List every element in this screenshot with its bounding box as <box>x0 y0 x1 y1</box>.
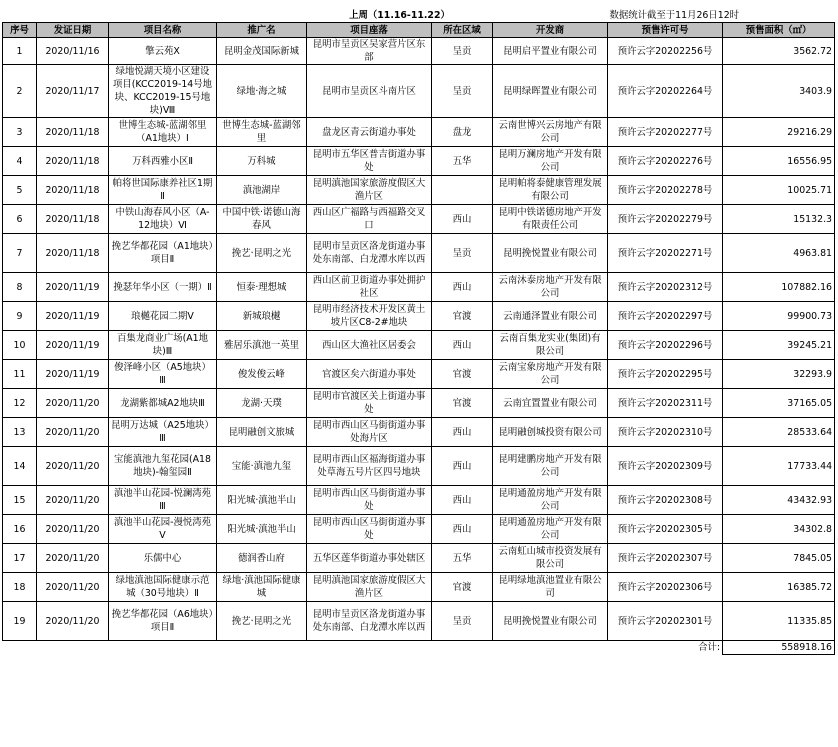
cell-no: 10 <box>3 331 37 360</box>
cell-area: 10025.71 <box>723 176 835 205</box>
cell-area: 28533.64 <box>723 418 835 447</box>
col-header-area: 预售面积（㎡） <box>723 23 835 38</box>
cell-date: 2020/11/19 <box>37 331 109 360</box>
cell-developer: 昆明万澜房地产开发有限公司 <box>493 147 608 176</box>
cell-date: 2020/11/18 <box>37 234 109 273</box>
cell-project: 滇池半山花园-漫悦湾苑Ⅴ <box>109 515 217 544</box>
cell-permit: 预许云字20202301号 <box>608 602 723 641</box>
cell-permit: 预许云字20202306号 <box>608 573 723 602</box>
table-row <box>3 234 835 273</box>
cell-date: 2020/11/18 <box>37 147 109 176</box>
cell-promo: 万科城 <box>217 147 307 176</box>
cell-project: 俊泽峰小区（A5地块）Ⅲ <box>109 360 217 389</box>
cell-date: 2020/11/20 <box>37 515 109 544</box>
cell-permit: 预许云字20202307号 <box>608 544 723 573</box>
col-header-promo: 推广名 <box>217 23 307 38</box>
table-row <box>3 573 835 602</box>
cell-no: 6 <box>3 205 37 234</box>
cell-developer: 云南沐泰房地产开发有限公司 <box>493 273 608 302</box>
cell-area: 32293.9 <box>723 360 835 389</box>
cell-district: 西山 <box>432 486 493 515</box>
cell-date: 2020/11/17 <box>37 65 109 118</box>
col-header-no: 序号 <box>3 23 37 38</box>
cell-date: 2020/11/20 <box>37 486 109 515</box>
cell-promo: 新城琅樾 <box>217 302 307 331</box>
cell-location: 昆明市呈贡区洛龙街道办事处东南部、白龙潭水库以西 <box>307 602 432 641</box>
cell-permit: 预许云字20202277号 <box>608 118 723 147</box>
cell-no: 16 <box>3 515 37 544</box>
cell-district <box>432 176 493 205</box>
cell-no: 15 <box>3 486 37 515</box>
cell-project: 中铁山海春风小区（A-12地块）Ⅵ <box>109 205 217 234</box>
cell-promo: 龙湖·天璞 <box>217 389 307 418</box>
cell-project: 宝能滇池九玺花园(A18地块)-翰玺园Ⅱ <box>109 447 217 486</box>
cell-developer: 云南宜置置业有限公司 <box>493 389 608 418</box>
table-row <box>3 515 835 544</box>
cell-permit: 预许云字20202305号 <box>608 515 723 544</box>
col-header-developer: 开发商 <box>493 23 608 38</box>
cell-promo: 滇池湖岸 <box>217 176 307 205</box>
cell-no: 2 <box>3 65 37 118</box>
cell-developer: 昆明建鹏房地产开发有限公司 <box>493 447 608 486</box>
cell-district: 西山 <box>432 515 493 544</box>
cell-area: 3562.72 <box>723 38 835 65</box>
cell-date: 2020/11/20 <box>37 418 109 447</box>
cell-area: 3403.9 <box>723 65 835 118</box>
cell-promo: 中国中铁·诺德山海春风 <box>217 205 307 234</box>
col-header-project: 项目名称 <box>109 23 217 38</box>
table-row <box>3 65 835 118</box>
cell-permit: 预许云字20202295号 <box>608 360 723 389</box>
cell-district: 呈贡 <box>432 65 493 118</box>
cell-no: 17 <box>3 544 37 573</box>
cell-district: 西山 <box>432 447 493 486</box>
cell-promo: 昆明融创文旅城 <box>217 418 307 447</box>
cell-location: 昆明市官渡区关上街道办事处 <box>307 389 432 418</box>
cell-project: 挽艺华都花园（A6地块）项目Ⅱ <box>109 602 217 641</box>
cell-area: 7845.05 <box>723 544 835 573</box>
cell-developer: 云南虹山城市投资发展有限公司 <box>493 544 608 573</box>
cell-permit: 预许云字20202296号 <box>608 331 723 360</box>
cell-developer: 云南宝象房地产开发有限公司 <box>493 360 608 389</box>
cell-district: 呈贡 <box>432 38 493 65</box>
cell-location: 昆明市西山区马街街道办事处 <box>307 515 432 544</box>
cell-permit: 预许云字20202264号 <box>608 65 723 118</box>
cell-project: 百集龙商业广场(A1地块)Ⅲ <box>109 331 217 360</box>
col-header-district: 所在区域 <box>432 23 493 38</box>
cell-district: 官渡 <box>432 302 493 331</box>
cell-area: 99900.73 <box>723 302 835 331</box>
cell-project: 昆明万达城（A25地块）Ⅲ <box>109 418 217 447</box>
cell-area: 16385.72 <box>723 573 835 602</box>
cell-developer: 昆明帕将泰健康管理发展有限公司 <box>493 176 608 205</box>
cell-developer: 昆明中铁诺德房地产开发有限责任公司 <box>493 205 608 234</box>
cell-area: 43432.93 <box>723 486 835 515</box>
cell-date: 2020/11/20 <box>37 389 109 418</box>
table-row <box>3 447 835 486</box>
cell-location: 昆明市经济技术开发区黄土坡片区C8-2#地块 <box>307 302 432 331</box>
cell-promo: 恒泰·理想城 <box>217 273 307 302</box>
cell-district: 西山 <box>432 273 493 302</box>
cell-developer: 昆明绿晖置业有限公司 <box>493 65 608 118</box>
cell-location: 西山区前卫街道办事处拥护社区 <box>307 273 432 302</box>
cell-location: 五华区莲华街道办事处辖区 <box>307 544 432 573</box>
cell-permit: 预许云字20202278号 <box>608 176 723 205</box>
cell-developer: 昆明挽悦置业有限公司 <box>493 234 608 273</box>
cell-project: 擎云苑X <box>109 38 217 65</box>
cell-district: 呈贡 <box>432 602 493 641</box>
cell-developer: 云南百集龙实业(集团)有限公司 <box>493 331 608 360</box>
cell-project: 帕将世国际康养社区1期Ⅱ <box>109 176 217 205</box>
cell-project: 乐儒中心 <box>109 544 217 573</box>
total-value: 558918.16 <box>723 641 835 655</box>
cell-area: 39245.21 <box>723 331 835 360</box>
cell-area: 16556.95 <box>723 147 835 176</box>
table-row <box>3 418 835 447</box>
cell-location: 昆明市西山区马街街道办事处 <box>307 486 432 515</box>
cell-area: 107882.16 <box>723 273 835 302</box>
cell-area: 34302.8 <box>723 515 835 544</box>
cell-project: 龙湖紫都城A2地块Ⅲ <box>109 389 217 418</box>
cell-date: 2020/11/19 <box>37 360 109 389</box>
cell-developer: 昆明绿地滇池置业有限公司 <box>493 573 608 602</box>
cell-promo: 挽艺·昆明之光 <box>217 602 307 641</box>
cell-location: 西山区广福路与西福路交叉口 <box>307 205 432 234</box>
cell-location: 昆明市呈贡区吴家营片区东部 <box>307 38 432 65</box>
cell-area: 37165.05 <box>723 389 835 418</box>
cell-no: 19 <box>3 602 37 641</box>
cell-permit: 预许云字20202311号 <box>608 389 723 418</box>
table-row <box>3 360 835 389</box>
table-row <box>3 544 835 573</box>
cell-area: 17733.44 <box>723 447 835 486</box>
cell-promo: 雅居乐滇池一英里 <box>217 331 307 360</box>
cell-district: 官渡 <box>432 573 493 602</box>
cell-date: 2020/11/20 <box>37 544 109 573</box>
cell-district: 呈贡 <box>432 234 493 273</box>
table-row <box>3 602 835 641</box>
data-note: 数据统计截至于11月26日12时 <box>609 9 740 21</box>
cell-no: 4 <box>3 147 37 176</box>
cell-no: 12 <box>3 389 37 418</box>
cell-project: 绿地滇池国际健康示范城（30号地块）Ⅱ <box>109 573 217 602</box>
cell-district: 五华 <box>432 544 493 573</box>
cell-project: 挽艺华都花园（A1地块）项目Ⅱ <box>109 234 217 273</box>
cell-no: 1 <box>3 38 37 65</box>
cell-permit: 预许云字20202271号 <box>608 234 723 273</box>
total-row <box>3 641 835 655</box>
cell-location: 昆明滇池国家旅游度假区大渔片区 <box>307 176 432 205</box>
cell-area: 15132.3 <box>723 205 835 234</box>
table-row <box>3 176 835 205</box>
table-row <box>3 147 835 176</box>
cell-district: 官渡 <box>432 360 493 389</box>
header-row <box>3 23 835 38</box>
cell-promo: 绿地·海之城 <box>217 65 307 118</box>
presale-table <box>2 8 835 655</box>
cell-project: 琅樾花园二期Ⅴ <box>109 302 217 331</box>
cell-date: 2020/11/18 <box>37 205 109 234</box>
total-label: 合计: <box>698 642 721 654</box>
cell-no: 5 <box>3 176 37 205</box>
col-header-location: 项目座落 <box>307 23 432 38</box>
cell-permit: 预许云字20202310号 <box>608 418 723 447</box>
cell-project: 绿地悦湖天境小区建设项目(KCC2019-14号地块、KCC2019-15号地块)Ⅷ <box>109 65 217 118</box>
cell-developer: 云南世博兴云房地产有限公司 <box>493 118 608 147</box>
cell-no: 18 <box>3 573 37 602</box>
table-row <box>3 273 835 302</box>
table-row <box>3 302 835 331</box>
title-row <box>3 8 835 23</box>
cell-no: 11 <box>3 360 37 389</box>
cell-promo: 阳光城·滇池半山 <box>217 486 307 515</box>
cell-district: 五华 <box>432 147 493 176</box>
cell-date: 2020/11/20 <box>37 573 109 602</box>
cell-area: 11335.85 <box>723 602 835 641</box>
cell-district: 官渡 <box>432 389 493 418</box>
cell-permit: 预许云字20202256号 <box>608 38 723 65</box>
cell-district: 盘龙 <box>432 118 493 147</box>
table-row <box>3 205 835 234</box>
cell-date: 2020/11/18 <box>37 118 109 147</box>
cell-district: 西山 <box>432 331 493 360</box>
report-title: 上周（11.16-11.22） <box>349 9 450 21</box>
cell-location: 昆明市呈贡区洛龙街道办事处东南部、白龙潭水库以西 <box>307 234 432 273</box>
cell-permit: 预许云字20202309号 <box>608 447 723 486</box>
cell-promo: 世博生态城-蓝湖邻里 <box>217 118 307 147</box>
cell-date: 2020/11/20 <box>37 447 109 486</box>
cell-area: 4963.81 <box>723 234 835 273</box>
cell-date: 2020/11/16 <box>37 38 109 65</box>
cell-permit: 预许云字20202297号 <box>608 302 723 331</box>
cell-promo: 阳光城·滇池半山 <box>217 515 307 544</box>
cell-date: 2020/11/19 <box>37 273 109 302</box>
cell-developer: 昆明通盈房地产开发有限公司 <box>493 486 608 515</box>
cell-developer: 昆明通盈房地产开发有限公司 <box>493 515 608 544</box>
cell-promo: 德润香山府 <box>217 544 307 573</box>
cell-promo: 挽艺·昆明之光 <box>217 234 307 273</box>
cell-no: 13 <box>3 418 37 447</box>
cell-no: 8 <box>3 273 37 302</box>
cell-promo: 宝能·滇池九玺 <box>217 447 307 486</box>
col-header-date: 发证日期 <box>37 23 109 38</box>
cell-project: 挽瑟年华小区（一期）Ⅱ <box>109 273 217 302</box>
cell-location: 西山区大渔社区居委会 <box>307 331 432 360</box>
cell-location: 昆明市五华区普吉街道办事处 <box>307 147 432 176</box>
cell-location: 盘龙区青云街道办事处 <box>307 118 432 147</box>
table-row <box>3 38 835 65</box>
cell-location: 昆明市呈贡区斗南片区 <box>307 65 432 118</box>
cell-area: 29216.29 <box>723 118 835 147</box>
cell-project: 滇池半山花园-悦澜湾苑Ⅲ <box>109 486 217 515</box>
cell-developer: 昆明启平置业有限公司 <box>493 38 608 65</box>
cell-date: 2020/11/18 <box>37 176 109 205</box>
cell-permit: 预许云字20202312号 <box>608 273 723 302</box>
table-row <box>3 118 835 147</box>
cell-promo: 俊发俊云峰 <box>217 360 307 389</box>
cell-district: 西山 <box>432 205 493 234</box>
cell-date: 2020/11/20 <box>37 602 109 641</box>
cell-project: 世博生态城-蓝湖邻里（A1地块）Ⅰ <box>109 118 217 147</box>
cell-permit: 预许云字20202279号 <box>608 205 723 234</box>
table-row <box>3 486 835 515</box>
cell-location: 昆明市西山区福海街道办事处草海五号片区四号地块 <box>307 447 432 486</box>
cell-developer: 云南通泽置业有限公司 <box>493 302 608 331</box>
col-header-permit: 预售许可号 <box>608 23 723 38</box>
cell-location: 昆明市西山区马街街道办事处海片区 <box>307 418 432 447</box>
cell-no: 3 <box>3 118 37 147</box>
cell-permit: 预许云字20202276号 <box>608 147 723 176</box>
cell-location: 官渡区矣六街道办事处 <box>307 360 432 389</box>
cell-no: 14 <box>3 447 37 486</box>
table-row <box>3 389 835 418</box>
cell-district: 西山 <box>432 418 493 447</box>
cell-developer: 昆明挽悦置业有限公司 <box>493 602 608 641</box>
cell-promo: 昆明金茂国际新城 <box>217 38 307 65</box>
cell-project: 万科西雅小区Ⅱ <box>109 147 217 176</box>
cell-no: 9 <box>3 302 37 331</box>
cell-date: 2020/11/19 <box>37 302 109 331</box>
cell-developer: 昆明融创城投资有限公司 <box>493 418 608 447</box>
cell-promo: 绿地·滇池国际健康城 <box>217 573 307 602</box>
cell-permit: 预许云字20202308号 <box>608 486 723 515</box>
cell-no: 7 <box>3 234 37 273</box>
cell-location: 昆明滇池国家旅游度假区大渔片区 <box>307 573 432 602</box>
table-row <box>3 331 835 360</box>
